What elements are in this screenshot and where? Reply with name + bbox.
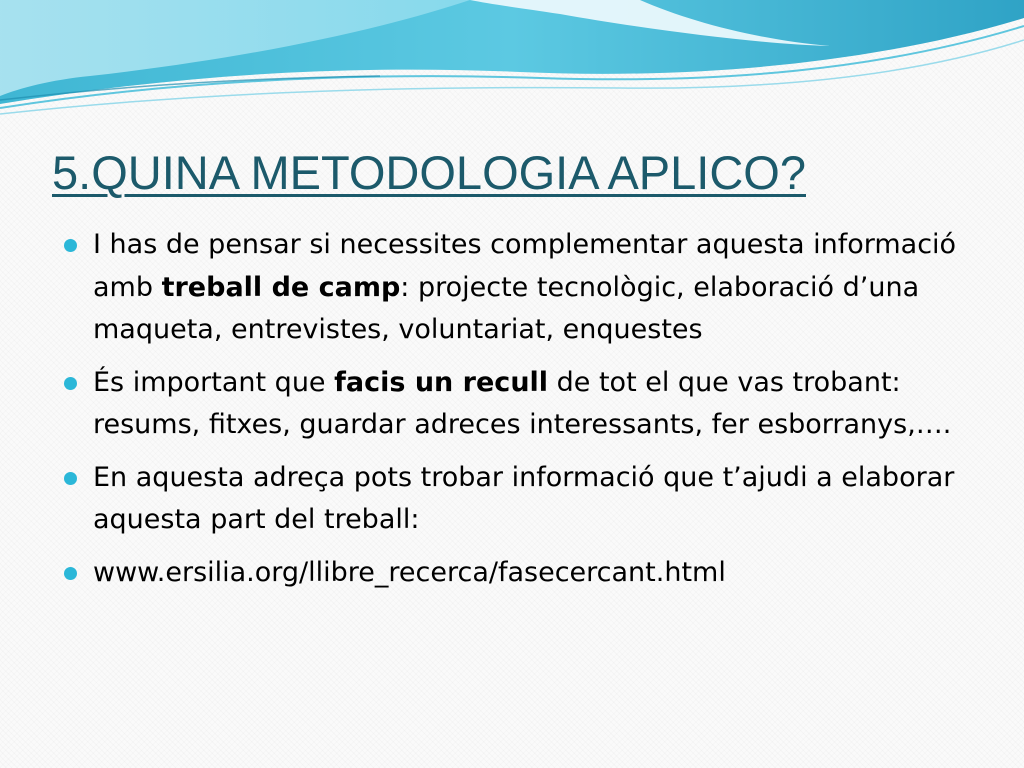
text-run: : projecte tecnològic, elaboració d’una maqueta, entrevistes, voluntariat, enquestes [93,271,920,345]
bullet-dot-icon [64,377,77,390]
bullet-item [64,457,984,542]
text-run: www.ersilia.org/llibre_recerca/fasecercant.html [93,556,726,588]
text-run: En aquesta adreça pots trobar informació que t’ajudi a elaborar aquesta part del treball: [93,461,955,535]
bullet-item [64,552,984,595]
wave-banner [0,0,1024,120]
text-run: I has de pensar si necessites complementar aquesta informació amb [93,229,957,303]
bullet-item [64,224,984,352]
bullet-text [93,462,954,536]
text-run: de tot el que vas trobant: resums, fitxes, guardar adreces interessants, fer esborranys,…. [93,366,952,440]
bullet-dot-icon [64,567,77,580]
bullet-dot-icon [64,472,77,485]
slide-title: 5.QUINA METODOLOGIA APLICO? [52,146,806,199]
bullet-text [93,367,951,441]
bullet-list [64,224,984,604]
bold-phrase: facis un recull [334,366,549,398]
bullet-text [93,229,956,345]
bullet-text [93,557,726,588]
bullet-dot-icon [64,239,77,252]
bullet-item [64,362,984,447]
text-run: És important que [93,366,335,398]
bold-phrase: treball de camp [161,271,401,303]
